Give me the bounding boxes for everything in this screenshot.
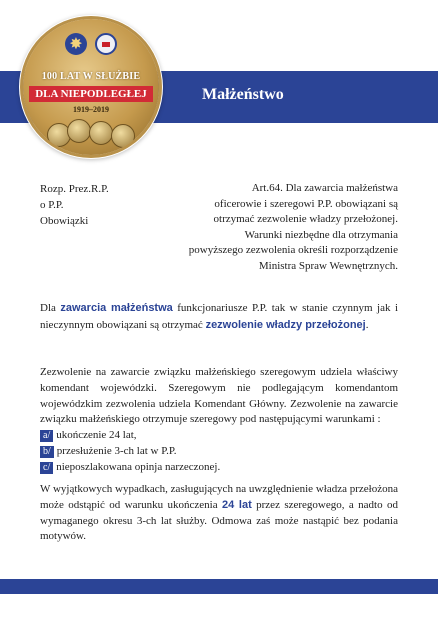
badge-line-2: DLA NIEPODLEGŁEJ — [29, 86, 153, 102]
list-label: a/ — [40, 430, 53, 442]
article-line: Ministra Spraw Wewnętrznych. — [258, 259, 398, 272]
paragraph-text: Zezwolenie na zawarcie związku małżeńskiego szeregowym udziela właściwy komendant wojewódzki. Szeregowym nie podlegającym komendantom wojewódzkim zezwolenia udziela Komendant Główny. Zezwolenie na zawarcie związku małżeńskiego otrzymuje szeregowy pod następującymi warunkami : — [40, 366, 398, 426]
regulation-line: o P.P. — [40, 199, 64, 211]
article-text — [128, 181, 398, 275]
text-run: przez szeregowego, a nadto od wymaganego okresu 3-ch lat służby. Odmowa zaś może nastąpić bez podania motywów. — [40, 498, 398, 543]
article-line: oficerowie i szeregowi P.P. obowiązani są — [214, 197, 398, 210]
medal-icon — [67, 119, 91, 143]
text-run: W wyjątkowych wypadkach, zasługujących na uwzględnienie władza przełożona może odstąpić od warunku ukończenia — [40, 483, 398, 511]
list-item — [40, 460, 398, 476]
text-run: . — [365, 319, 369, 331]
badge-emblems — [23, 33, 159, 55]
medal-icon — [111, 124, 135, 148]
article-line: otrzymać zezwolenie władzy przełożonej. — [213, 213, 398, 226]
list-text: nieposzlakowana opinja narzeczonej. — [56, 460, 221, 473]
regulation-line: Obowiązki — [40, 215, 89, 227]
anniversary-badge — [23, 19, 159, 155]
text-run: Dla — [40, 302, 61, 314]
paragraph-conditions — [40, 365, 398, 476]
list-label: c/ — [40, 462, 53, 474]
article-line: Warunki niezbędne dla otrzymania — [244, 228, 398, 241]
paragraph-exceptions — [40, 482, 398, 545]
list-text: przesłużenie 3-ch lat w P.P. — [56, 444, 177, 457]
regulation-line: Rozp. Prez.R.P. — [40, 183, 109, 195]
badge-line-1: 100 LAT W SŁUŻBIE — [41, 71, 141, 82]
list-item — [40, 428, 398, 444]
article-line: powyższego zezwolenia określi rozporządzenie — [188, 244, 398, 257]
list-item — [40, 444, 398, 460]
badge-medals — [47, 119, 137, 147]
list-text: ukończenie 24 lat, — [56, 429, 137, 442]
footer-band — [0, 579, 438, 594]
page-title: Małżeństwo — [202, 86, 284, 103]
paragraph-intro — [40, 300, 398, 334]
highlight-term: zezwolenie władzy przełożonej — [205, 319, 366, 331]
article-line: Art.64. Dla zawarcia małżeństwa — [251, 182, 398, 194]
badge-line-3: 1919–2019 — [73, 105, 109, 114]
highlight-term: zawarcia małżeństwa — [60, 302, 173, 314]
medal-icon — [89, 121, 113, 145]
highlight-term: 24 lat — [221, 498, 252, 511]
list-label: b/ — [40, 446, 54, 458]
police-star-icon: ✸ — [65, 33, 87, 55]
text-run: funkcjonariusze P.P. tak w stanie czynnym jak i nieczynnym obowiązani są otrzymać — [40, 302, 399, 331]
police-logo-icon — [95, 33, 117, 55]
regulation-reference — [40, 181, 109, 229]
